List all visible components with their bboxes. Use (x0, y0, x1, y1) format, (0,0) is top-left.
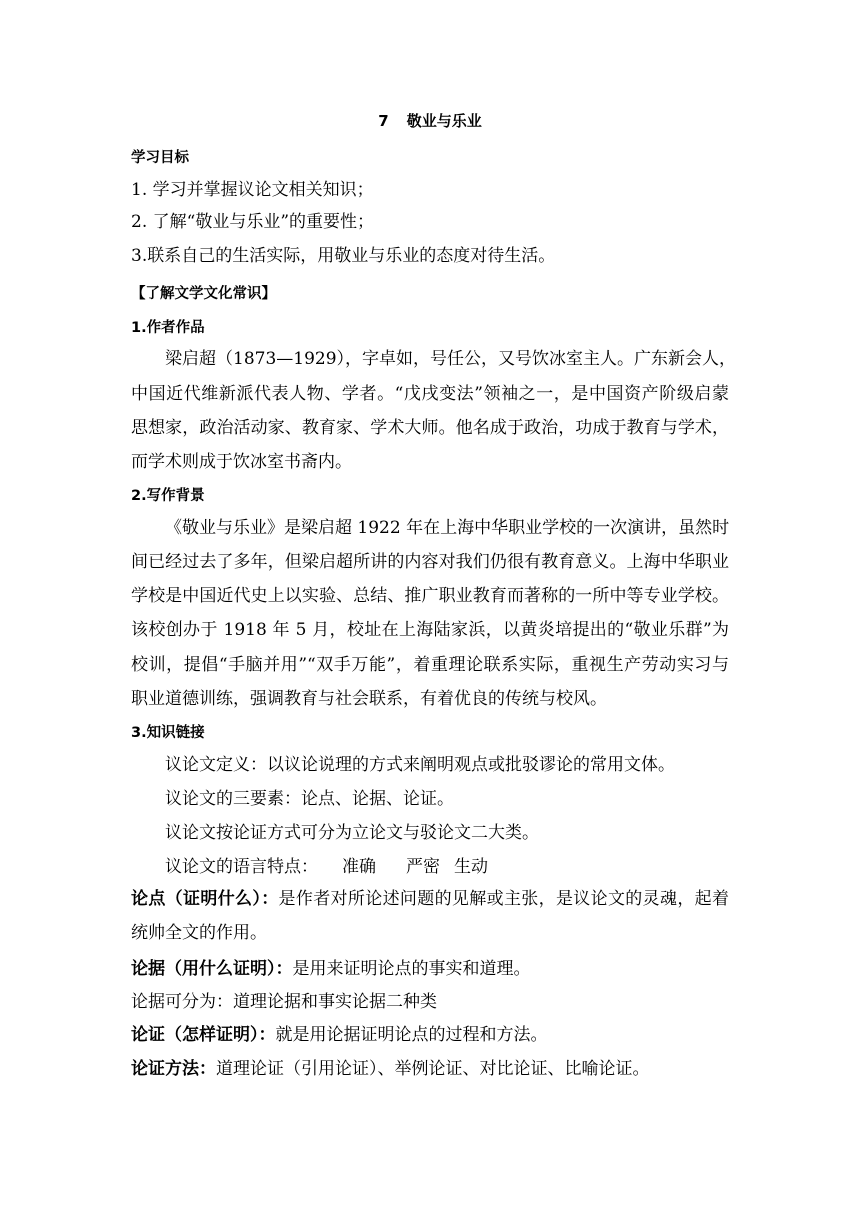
language-trait-vivid: 生动 (454, 857, 488, 877)
knowledge-language (165, 857, 488, 877)
term-point-line-2: 统帅全文的作用。 (131, 923, 267, 943)
term-methods (131, 1059, 650, 1079)
knowledge-heading: 3.知识链接 (131, 725, 205, 741)
term-methods-text: 道理论证（引用论证）、举例论证、对比论证、比喻论证。 (216, 1059, 650, 1079)
objective-item-2: 2. 了解“敬业与乐业”的重要性； (131, 212, 375, 232)
knowledge-elements: 议论文的三要素：论点、论据、论证。 (165, 789, 454, 809)
background-line-2: 间已经过去了多年，但梁启超所讲的内容对我们仍很有教育意义。上海中华职业 (131, 552, 729, 572)
language-trait-accurate: 准确 (342, 857, 376, 877)
objective-item-3: 3.联系自己的生活实际，用敬业与乐业的态度对待生活。 (131, 246, 556, 266)
background-line-6: 职业道德训练，强调教育与社会联系，有着优良的传统与校风。 (131, 689, 607, 709)
lesson-number: 7 (378, 112, 389, 130)
culture-heading: 【了解文学文化常识】 (131, 286, 276, 302)
background-line-5: 校训，提倡“手脑并用”“双手万能”，着重理论联系实际，重视生产劳动实习与 (131, 655, 729, 675)
author-line-3: 思想家，政治活动家、教育家、学术大师。他名成于政治，功成于教育与学术， (131, 418, 729, 438)
background-line-4: 该校创办于 1918 年 5 月，校址在上海陆家浜，以黄炎培提出的“敬业乐群”为 (131, 620, 729, 640)
term-point-label: 论点（证明什么）： (131, 889, 279, 909)
background-line-3: 学校是中国近代史上以实验、总结、推广职业教育而著称的一所中等专业学校。 (131, 586, 729, 606)
objectives-heading: 学习目标 (131, 150, 189, 166)
language-label: 议论文的语言特点： (165, 857, 318, 877)
knowledge-types: 议论文按论证方式可分为立论文与驳论文二大类。 (165, 823, 539, 843)
term-evidence-text: 是用来证明论点的事实和道理。 (292, 959, 531, 979)
objective-item-1: 1. 学习并掌握议论文相关知识； (131, 180, 374, 200)
author-line-4: 而学术则成于饮冰室书斋内。 (131, 452, 352, 472)
language-trait-rigorous: 严密 (406, 857, 440, 877)
term-argument-text: 就是用论据证明论点的过程和方法。 (275, 1025, 548, 1045)
author-heading: 1.作者作品 (131, 320, 205, 336)
author-line-1: 梁启超（1873—1929），字卓如，号任公，又号饮冰室主人。广东新会人， (165, 349, 737, 369)
term-point-line-1 (131, 889, 729, 909)
term-evidence-label: 论据（用什么证明）： (131, 959, 293, 979)
term-evidence (131, 959, 531, 979)
term-point-text: 是作者对所论述问题的见解或主张，是议论文的灵魂，起着 (278, 889, 730, 909)
author-line-2: 中国近代维新派代表人物、学者。“戊戌变法”领袖之一，是中国资产阶级启蒙 (131, 384, 729, 404)
term-evidence-types: 论据可分为：道理论据和事实论据二种类 (131, 992, 437, 1012)
background-heading: 2.写作背景 (131, 488, 205, 504)
term-argument-label: 论证（怎样证明）： (131, 1025, 276, 1045)
term-methods-label: 论证方法： (131, 1059, 216, 1079)
term-argument (131, 1025, 548, 1045)
page-title (0, 110, 860, 131)
knowledge-definition: 议论文定义：以议论说理的方式来阐明观点或批驳谬论的常用文体。 (165, 755, 675, 775)
lesson-title: 敬业与乐业 (406, 112, 482, 130)
background-line-1: 《敬业与乐业》是梁启超 1922 年在上海中华职业学校的一次演讲，虽然时 (165, 518, 730, 538)
